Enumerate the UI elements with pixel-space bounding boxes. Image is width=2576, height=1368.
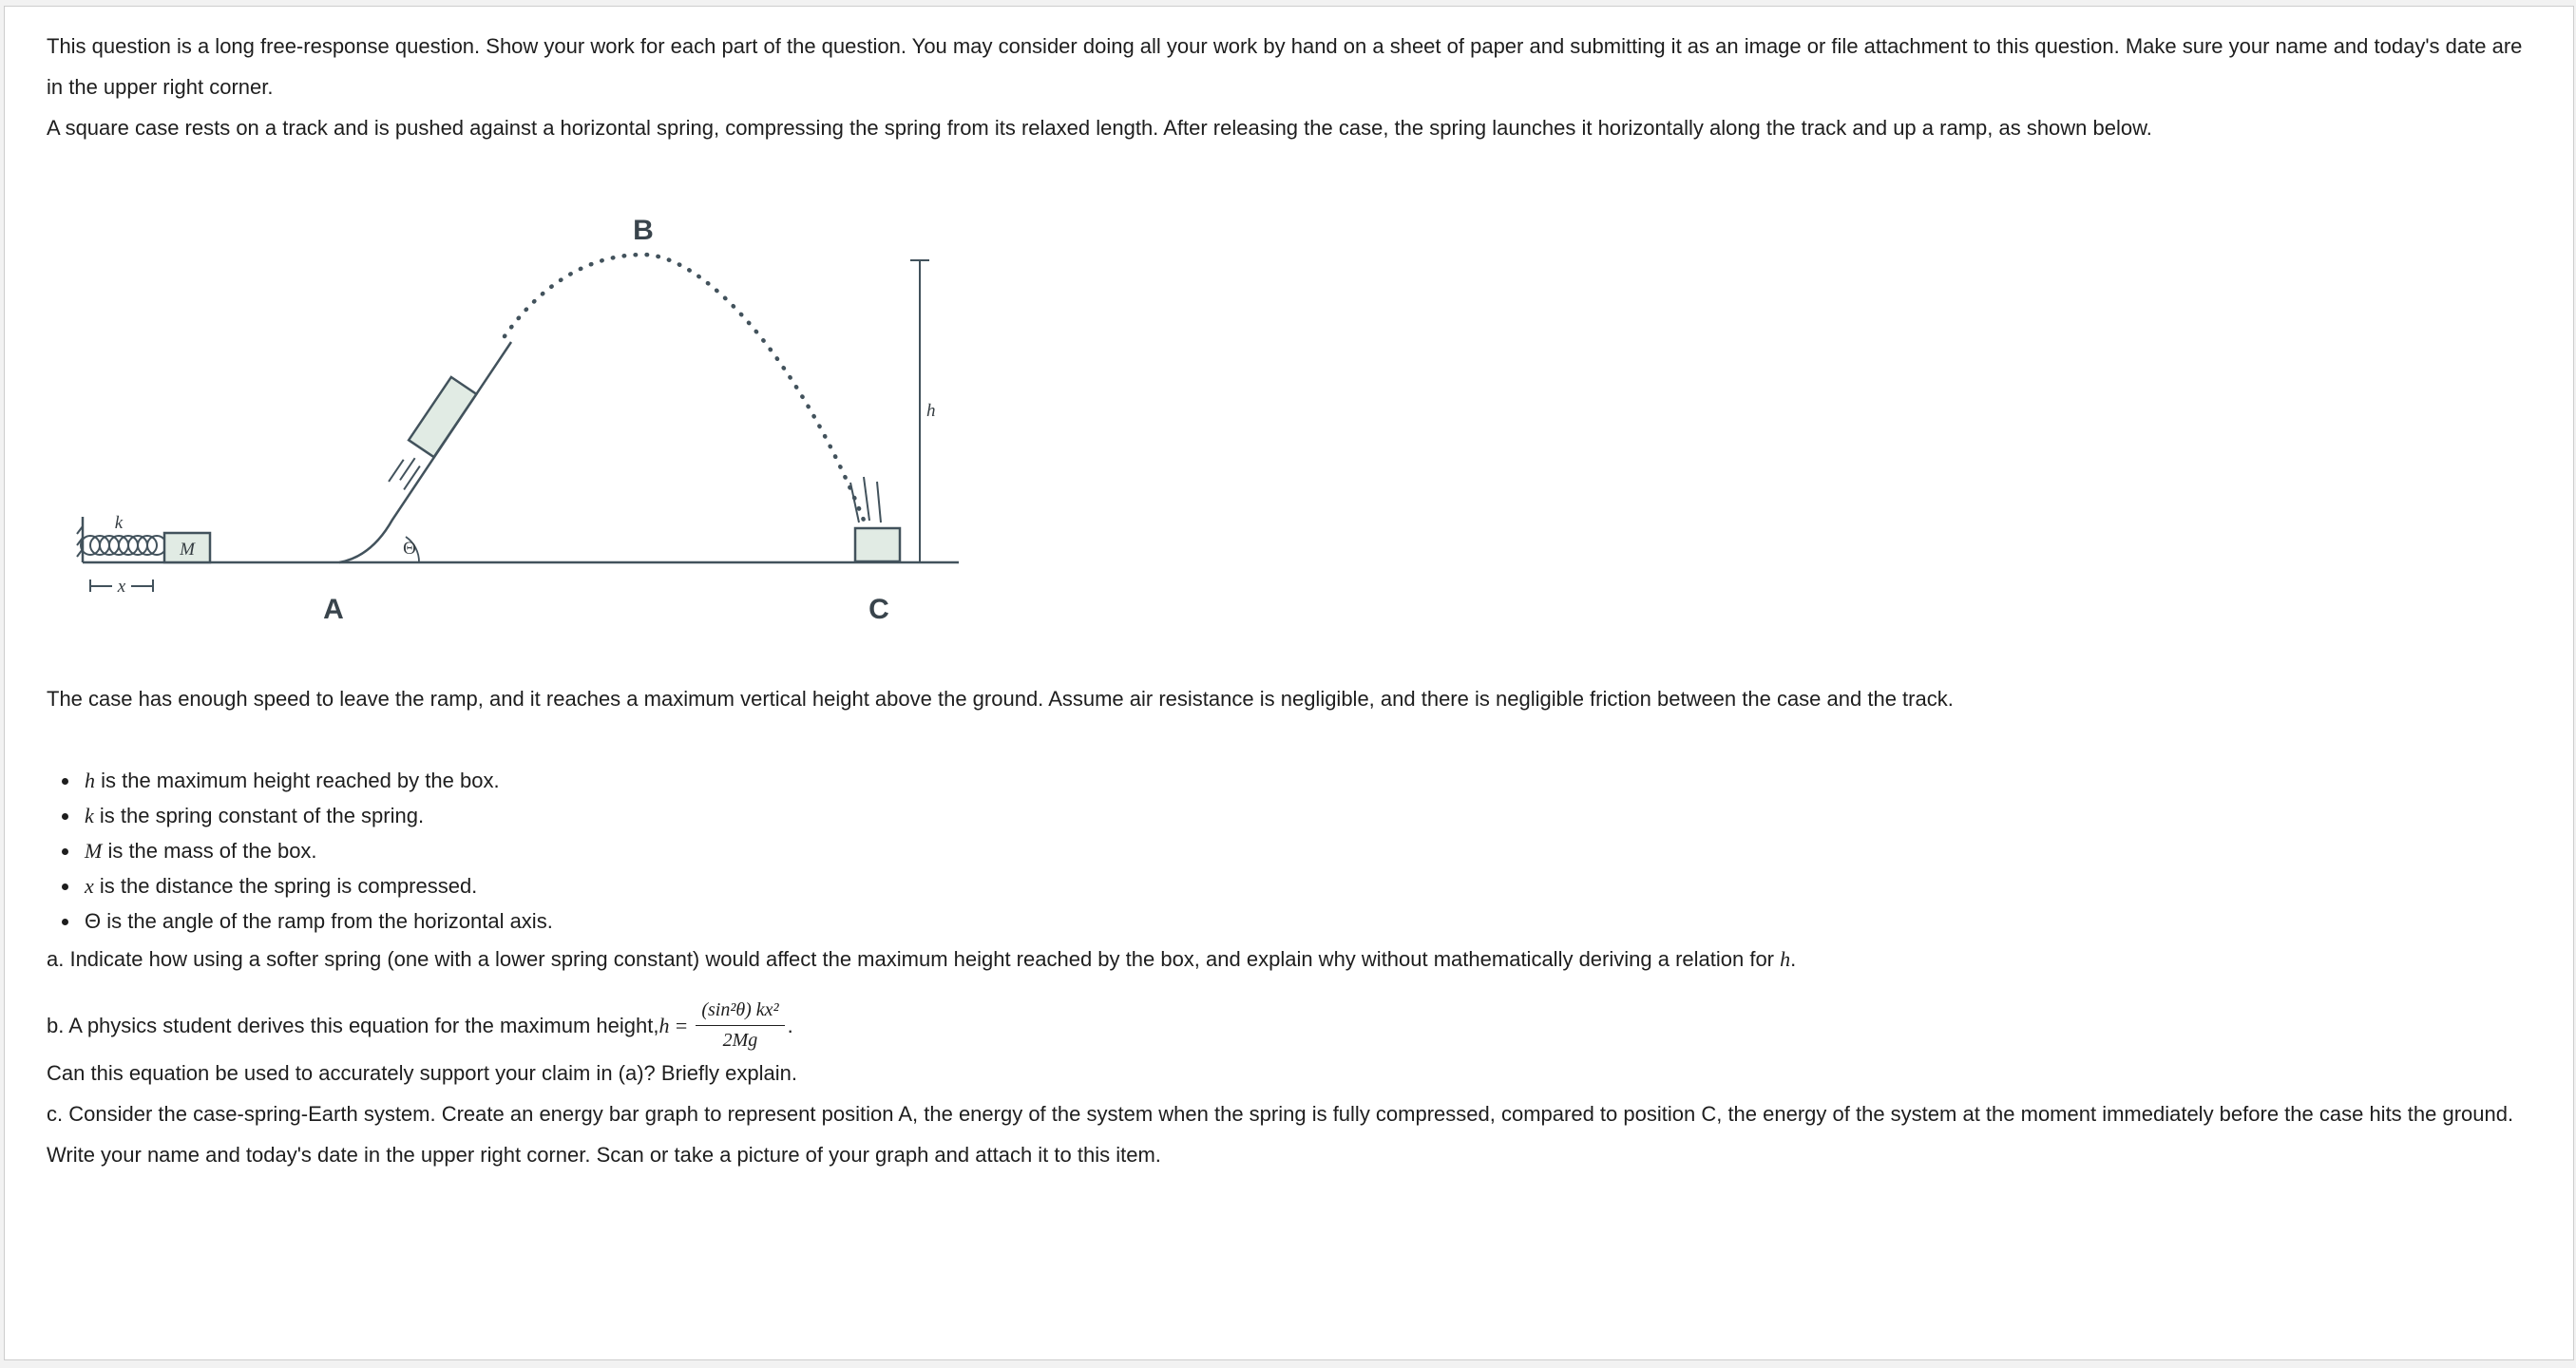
question-b-followup: Can this equation be used to accurately support your claim in (a)? Briefly explain. bbox=[47, 1061, 797, 1085]
question-a-period: . bbox=[1790, 947, 1797, 971]
definition-text: is the angle of the ramp from the horizontal axis. bbox=[101, 909, 553, 933]
question-panel bbox=[4, 6, 2574, 1360]
intro-paragraph-2: A square case rests on a track and is pushed against a horizontal spring, compressing the spring from its relaxed length. After releasing the case, the spring launches it horizontally along the track and up a ramp, as shown below. bbox=[47, 116, 2152, 140]
equation-equals: = bbox=[674, 1013, 689, 1037]
definition-item bbox=[81, 763, 2531, 798]
definition-text: is the mass of the box. bbox=[102, 839, 317, 863]
point-a-label: A bbox=[323, 594, 344, 625]
definition-text: is the spring constant of the spring. bbox=[93, 804, 425, 827]
compression-label: x bbox=[117, 577, 126, 597]
definition-symbol: Θ bbox=[85, 909, 102, 933]
variable-definitions bbox=[47, 763, 2531, 939]
question-b bbox=[47, 998, 2531, 1053]
equation-numerator: (sin²θ) kx² bbox=[696, 998, 784, 1026]
spring-constant-label: k bbox=[114, 513, 124, 533]
definition-symbol: k bbox=[85, 804, 94, 827]
question-b-text: b. A physics student derives this equation for the maximum height, bbox=[47, 1013, 659, 1037]
definition-item bbox=[81, 903, 2531, 939]
equation-h: h bbox=[658, 1013, 670, 1037]
body-paragraph: The case has enough speed to leave the ramp, and it reaches a maximum vertical height above the ground. Assume air resistance is negligible, and there is negligible friction between the case and the track. bbox=[47, 687, 1954, 711]
definition-text: is the distance the spring is compressed. bbox=[93, 874, 478, 898]
intro-paragraph-1: This question is a long free-response question. Show your work for each part of the question. You may consider doing all your work by hand on a sheet of paper and submitting it as an image or file attachment to this question. Make sure your name and today's date are in the upper right corner. bbox=[47, 34, 2523, 99]
mass-label: M bbox=[180, 540, 195, 560]
question-c: c. Consider the case-spring-Earth system. Create an energy bar graph to represent position A, the energy of the system when the spring is fully compressed, compared to position C, the energy of the system at the moment immediately before the case hits the ground. Write your name and today's date in the upper right corner. Scan or take a picture of your graph and attach it to this item. bbox=[47, 1102, 2514, 1167]
question-a-text: a. Indicate how using a softer spring (one with a lower spring constant) would affect the maximum height reached by the box, and explain why without mathematically deriving a relation for bbox=[47, 947, 1781, 971]
question-a bbox=[47, 939, 2531, 979]
definition-symbol: h bbox=[85, 769, 95, 792]
case-at-c bbox=[855, 528, 900, 561]
motion-lines-ramp bbox=[389, 453, 422, 491]
definition-symbol: x bbox=[85, 874, 94, 898]
motion-lines-fall bbox=[850, 477, 881, 522]
height-label: h bbox=[926, 401, 936, 421]
equation-lhs bbox=[658, 1014, 690, 1038]
trajectory-path bbox=[505, 255, 865, 522]
question-content bbox=[5, 7, 2573, 1175]
physics-diagram bbox=[75, 192, 1006, 629]
definition-text: is the maximum height reached by the box. bbox=[95, 769, 500, 792]
point-b-label: B bbox=[633, 215, 654, 246]
angle-label: Θ bbox=[403, 539, 416, 559]
definition-symbol: M bbox=[85, 839, 103, 863]
equation-denominator: 2Mg bbox=[722, 1030, 758, 1051]
case-on-ramp bbox=[383, 377, 476, 495]
definition-item bbox=[81, 833, 2531, 868]
spring-icon bbox=[81, 536, 166, 555]
definition-item bbox=[81, 868, 2531, 903]
point-c-label: C bbox=[868, 594, 889, 625]
definition-item bbox=[81, 798, 2531, 833]
question-a-variable: h bbox=[1780, 947, 1791, 971]
equation-period: . bbox=[787, 1013, 793, 1037]
equation-fraction bbox=[696, 998, 784, 1053]
